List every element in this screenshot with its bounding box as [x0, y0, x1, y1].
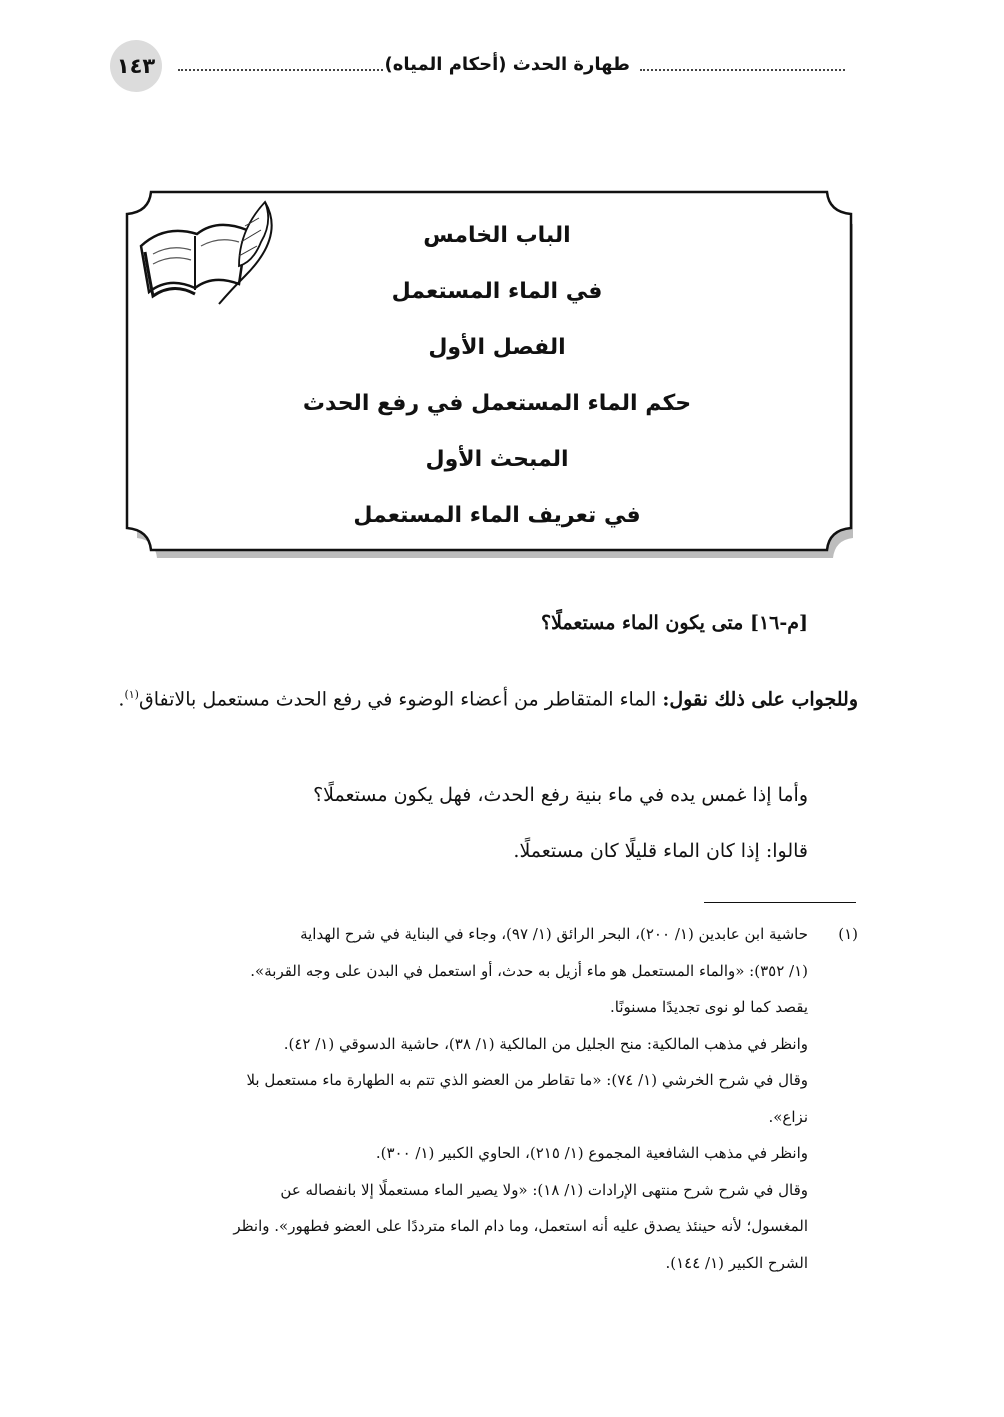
- page-number: ١٤٣: [110, 40, 162, 92]
- title-lines: [267, 208, 727, 544]
- footnote-text: الشرح الكبير (١/ ١٤٤).: [665, 1253, 808, 1272]
- footnote-line: [118, 1099, 858, 1136]
- chapter-subtitle: في الماء المستعمل: [391, 279, 603, 304]
- answer-end: .: [118, 688, 125, 711]
- footnote-line: [118, 1172, 858, 1209]
- footnote-line: [118, 1026, 858, 1063]
- footnote-text: نزاع».: [768, 1107, 808, 1126]
- answer-lead: وللجواب على ذلك نقول:: [662, 688, 858, 711]
- footnote-text: وقال في شرح شرح منتهى الإرادات (١/ ١٨): «ولا يصير الماء مستعملًا إلا بانفصاله عن: [280, 1180, 808, 1199]
- footnote-ref[interactable]: (١): [124, 688, 139, 701]
- footnote-line: [118, 989, 858, 1026]
- section-title: الفصل الأول: [428, 335, 566, 360]
- answer-text: الماء المتقاطر من أعضاء الوضوء في رفع الحدث مستعمل بالاتفاق: [138, 688, 663, 711]
- running-title: طهارة الحدث (أحكام المياه): [384, 54, 630, 75]
- page-header: [110, 40, 845, 100]
- footnote-line: [118, 1208, 858, 1245]
- footnote-line: [118, 1135, 858, 1172]
- footnote-line: [118, 953, 858, 990]
- chapter-title: الباب الخامس: [423, 223, 571, 248]
- footnote-text: يقصد كما لو نوى تجديدًا مسنونًا.: [609, 998, 808, 1016]
- footnote-text: (١/ ٣٥٢): «والماء المستعمل هو ماء أزيل به حدث، أو استعمل في البدن على وجه القربة».: [250, 961, 808, 980]
- footnotes: [118, 916, 858, 1281]
- footnote-text: حاشية ابن عابدين (١/ ٢٠٠)، البحر الرائق (١/ ٩٧)، وجاء في البناية في شرح الهداية: [300, 925, 808, 943]
- subsection-title: المبحث الأول: [425, 447, 569, 472]
- question-heading: [م-١٦] متى يكون الماء مستعملًا؟: [540, 612, 808, 634]
- subsection-subtitle: في تعريف الماء المستعمل: [353, 503, 641, 528]
- paragraph-ruling: قالوا: إذا كان الماء قليلًا كان مستعملًا.: [513, 840, 808, 862]
- section-subtitle: حكم الماء المستعمل في رفع الحدث: [302, 391, 692, 416]
- title-frame: [117, 186, 861, 564]
- footnote-text: المغسول؛ لأنه حينئذ يصدق عليه أنه استعمل، وما دام الماء مترددًا على العضو فطهور». وانظر: [233, 1217, 808, 1235]
- footnote-text: وانظر في مذهب الشافعية المجموع (١/ ٢١٥)، الحاوي الكبير (١/ ٣٠٠).: [375, 1144, 808, 1162]
- header-dots-right: [640, 69, 845, 71]
- footnote-line: [118, 1245, 858, 1282]
- book-quill-icon: [135, 196, 275, 308]
- footnote-line: [118, 916, 858, 953]
- footnote-line: [118, 1062, 858, 1099]
- paragraph-immersion: وأما إذا غمس يده في ماء بنية رفع الحدث، فهل يكون مستعملًا؟: [313, 784, 808, 806]
- footnote-marker: (١): [838, 925, 858, 943]
- answer-paragraph: [118, 670, 858, 724]
- header-dots-left: [178, 69, 383, 71]
- footnote-text: وانظر في مذهب المالكية: منح الجليل من المالكية (١/ ٣٨)، حاشية الدسوقي (١/ ٤٢).: [283, 1034, 808, 1053]
- footnote-separator: [704, 902, 856, 903]
- footnote-text: وقال في شرح الخرشي (١/ ٧٤): «ما تقاطر من العضو الذي تتم به الطهارة ماء مستعمل بلا: [246, 1071, 808, 1089]
